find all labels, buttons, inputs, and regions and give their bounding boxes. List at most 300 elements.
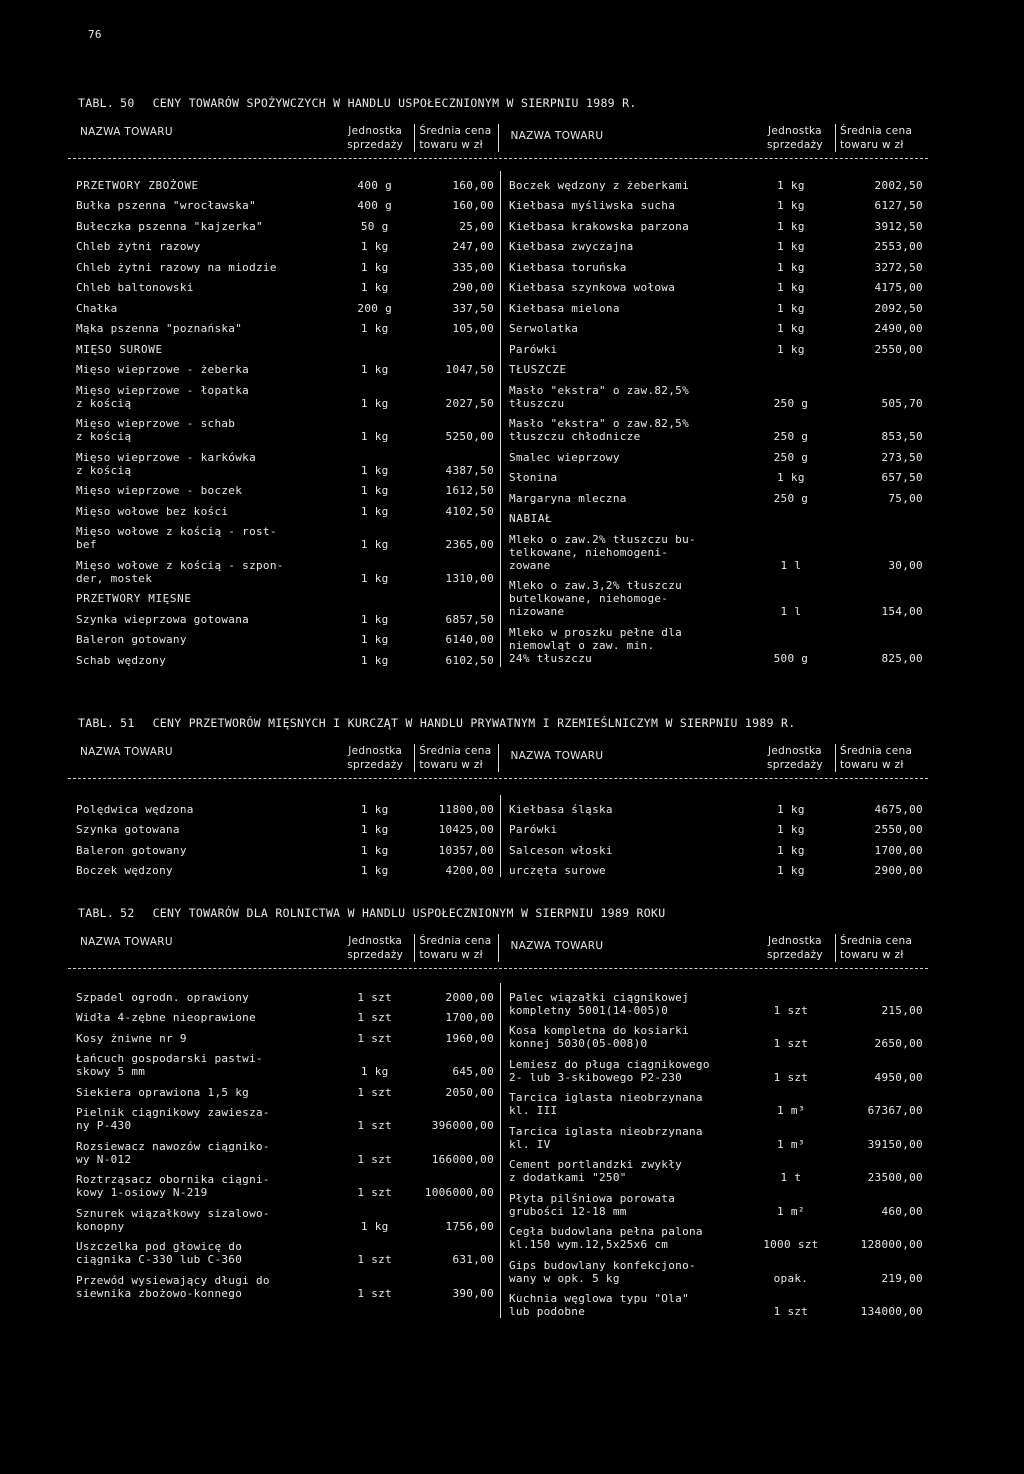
table-row [501, 376, 929, 410]
table-row [501, 192, 929, 213]
item-unit: 250 g [773, 450, 809, 464]
table-row [68, 315, 500, 336]
item-unit: 1 kg [360, 538, 389, 551]
item-name: Kosy żniwne nr 9 [76, 1031, 187, 1045]
item-unit: opak. [773, 1271, 809, 1285]
table-row [68, 646, 500, 667]
table-title: CENY TOWARÓW DLA ROLNICTWA W HANDLU USPOŁECZNIONYM W SIERPNIU 1989 ROKU [152, 906, 666, 920]
table-row [68, 212, 500, 233]
table-header [68, 124, 928, 159]
table-caption [78, 716, 795, 730]
item-name: Margaryna mleczna [509, 491, 627, 505]
item-price: 23500,00 [867, 1171, 923, 1184]
item-unit: 1 szt [357, 1186, 393, 1199]
item-price: 4675,00 [874, 802, 923, 816]
item-price: 6857,50 [445, 612, 494, 626]
item-price: 10425,00 [438, 823, 494, 836]
item-unit: 1 kg [360, 653, 389, 667]
item-name: Chleb żytni razowy [76, 240, 201, 253]
item-unit: 1 szt [773, 1037, 809, 1050]
table-row [68, 443, 500, 477]
item-price: 2002,50 [874, 178, 923, 192]
item-name: Serwolatka [509, 322, 579, 335]
item-name: Mięso wołowe z kością - rost- bef [76, 525, 277, 551]
item-unit: 1 kg [777, 864, 805, 877]
item-name: Mięso wieprzowe - łopatka z kością [76, 383, 250, 410]
item-price: 2490,00 [874, 322, 923, 335]
item-price: 25,00 [459, 219, 494, 233]
table-title: CENY TOWARÓW SPOŻYWCZYCH W HANDLU USPOŁECZNIONYM W SIERPNIU 1989 R. [152, 96, 637, 110]
item-name: Parówki [509, 823, 558, 836]
item-price: 6127,50 [874, 199, 923, 212]
item-price: 4387,50 [445, 463, 494, 477]
item-price: 2550,00 [874, 823, 923, 836]
item-unit: 1 kg [360, 504, 389, 518]
item-name: PRZETWORY ZBOŻOWE [76, 178, 199, 192]
table-row [68, 983, 500, 1004]
item-unit: 1 kg [360, 612, 389, 626]
item-unit: 1 kg [360, 363, 389, 376]
header-price: Średnia cena towaru w zł [414, 934, 497, 962]
table-row [68, 795, 500, 816]
item-unit: 1 kg [360, 823, 389, 836]
table-body [68, 779, 928, 877]
item-name: Rozsiewacz nawozów ciągniko- wy N-012 [76, 1139, 270, 1166]
table-row [501, 212, 929, 233]
item-price: 2092,50 [874, 301, 923, 315]
table-row [501, 1251, 929, 1285]
item-name: PRZETWORY MIĘSNE [76, 592, 192, 605]
item-unit: 1 l [780, 605, 802, 618]
item-name: Widła 4-zębne nieoprawione [76, 1011, 256, 1024]
header-price: Średnia cena towaru w zł [835, 124, 928, 152]
table-row [68, 1078, 500, 1099]
table-row [501, 335, 929, 356]
item-name: Polędwica wędzona [76, 802, 194, 816]
item-price: 505,70 [881, 396, 923, 410]
item-price: 645,00 [452, 1065, 494, 1078]
item-unit: 1 szt [357, 1152, 393, 1166]
item-price: 390,00 [452, 1286, 494, 1300]
item-unit: 1000 szt [763, 1238, 819, 1251]
table-row [501, 1285, 929, 1319]
table-row [501, 572, 929, 619]
table-column [501, 983, 929, 1318]
item-price: 396000,00 [431, 1119, 494, 1132]
item-price: 134000,00 [860, 1305, 923, 1318]
item-unit: 500 g [773, 651, 809, 665]
header-unit: Jednostka sprzedaży [347, 745, 404, 771]
header-price: Średnia cena towaru w zł [414, 124, 497, 152]
table-row [501, 836, 929, 857]
item-price: 67367,00 [867, 1104, 923, 1117]
header-name: NAZWA TOWARU [498, 934, 755, 962]
item-name: Kiełbasa szynkowa wołowa [509, 281, 676, 294]
item-unit: 1 kg [360, 1065, 389, 1078]
table-number: 52 [120, 906, 135, 920]
item-price: 2365,00 [445, 538, 494, 551]
item-unit: 1 kg [360, 571, 389, 585]
item-price: 1700,00 [874, 843, 923, 857]
item-unit: 1 kg [360, 322, 389, 335]
item-name: urczęta surowe [509, 864, 606, 877]
item-name: Masło "ekstra" o zaw.82,5% tłuszczu chłodnicze [509, 417, 689, 443]
item-price: 11800,00 [438, 802, 494, 816]
item-name: Kuchnia węglowa typu "Ola" lub podobne [509, 1292, 689, 1318]
table-row [68, 836, 500, 857]
item-unit: 1 kg [360, 633, 389, 646]
table-number: 51 [120, 716, 135, 730]
table-column [68, 983, 501, 1318]
item-unit: 1 szt [357, 1031, 393, 1045]
item-unit: 1 kg [360, 430, 389, 443]
item-price: 166000,00 [431, 1152, 494, 1166]
item-unit: 1 m² [777, 1204, 805, 1218]
item-unit: 1 kg [777, 342, 805, 356]
item-unit: 1 kg [360, 802, 389, 816]
item-name: Mięso wieprzowe - schab z kością [76, 417, 236, 443]
item-price: 2553,00 [874, 240, 923, 253]
item-price: 2050,00 [445, 1085, 494, 1099]
item-name: Baleron gotowany [76, 843, 187, 857]
item-name: Siekiera oprawiona 1,5 kg [76, 1085, 250, 1099]
item-price: 247,00 [452, 240, 494, 253]
item-name: Bułeczka pszenna "kajzerka" [76, 219, 263, 233]
table-row [68, 626, 500, 647]
table-row [501, 505, 929, 526]
table-row [68, 816, 500, 837]
item-price: 460,00 [881, 1204, 923, 1218]
item-unit: 1 kg [777, 178, 805, 192]
table-caption [78, 96, 637, 110]
table-row [68, 1004, 500, 1025]
table-food-prices [68, 124, 928, 667]
table-row [501, 857, 929, 878]
table-row [501, 443, 929, 464]
item-name: Chleb baltonowski [76, 281, 194, 294]
header-name: NAZWA TOWARU [80, 936, 173, 948]
table-row [501, 816, 929, 837]
item-unit: 1 kg [777, 471, 805, 484]
item-unit: 1 kg [777, 322, 805, 335]
item-name: NABIAŁ [509, 512, 553, 525]
item-unit: 1 l [780, 558, 802, 572]
table-row [68, 356, 500, 377]
item-name: Kiełbasa toruńska [509, 260, 627, 274]
item-price: 1310,00 [445, 571, 494, 585]
table-row [68, 1199, 500, 1233]
header-name: NAZWA TOWARU [498, 744, 755, 772]
item-unit: 1 szt [773, 1305, 809, 1318]
item-price: 5250,00 [445, 430, 494, 443]
item-price: 2027,50 [445, 396, 494, 410]
item-name: Łańcuch gospodarski pastwi- skowy 5 mm [76, 1052, 263, 1078]
table-row [68, 497, 500, 518]
item-name: Płyta pilśniowa porowata grubości 12-18 mm [509, 1191, 676, 1218]
item-name: Pielnik ciągnikowy zawiesza- ny P-430 [76, 1106, 270, 1132]
header-price: Średnia cena towaru w zł [835, 934, 928, 962]
header-price: Średnia cena towaru w zł [835, 744, 928, 772]
table-number: 50 [120, 96, 135, 110]
item-price: 1700,00 [445, 1011, 494, 1024]
table-row [68, 192, 500, 213]
table-row [68, 376, 500, 410]
item-price: 105,00 [452, 322, 494, 335]
table-row [68, 857, 500, 878]
table-row [68, 585, 500, 606]
item-price: 3272,50 [874, 260, 923, 274]
item-name: Kiełbasa krakowska parzona [509, 219, 689, 233]
item-name: Roztrząsacz obornika ciągni- kowy 1-osiowy N-219 [76, 1173, 270, 1199]
item-unit: 200 g [357, 301, 393, 315]
item-name: Tarcica iglasta nieobrzynana kl. III [509, 1091, 703, 1117]
item-unit: 1 m³ [777, 1137, 805, 1151]
item-name: Tarcica iglasta nieobrzynana kl. IV [509, 1124, 703, 1151]
table-agriculture-prices [68, 934, 928, 1318]
item-name: Mleko o zaw.2% tłuszczu bu- telkowane, niehomogeni- zowane [509, 532, 696, 572]
item-name: Mleko w proszku pełne dla niemowląt o zaw. min. 24% tłuszczu [509, 625, 683, 665]
item-name: Kiełbasa śląska [509, 802, 613, 816]
item-name: Boczek wędzony z żeberkami [509, 178, 689, 192]
table-row [501, 1218, 929, 1252]
header-unit: Jednostka sprzedaży [347, 125, 404, 151]
item-price: 290,00 [452, 281, 494, 294]
table-row [68, 1024, 500, 1045]
table-header [68, 744, 928, 779]
item-unit: 1 kg [360, 260, 389, 274]
table-title: CENY PRZETWORÓW MIĘSNYCH I KURCZĄT W HANDLU PRYWATNYM I RZEMIEŚLNICZYM W SIERPNIU 1989 R. [152, 716, 796, 730]
item-unit: 1 kg [777, 843, 805, 857]
item-name: Mąka pszenna "poznańska" [76, 322, 243, 335]
table-row [501, 253, 929, 274]
item-name: Przewód wysiewający długi do siewnika zbożowo-konnego [76, 1273, 270, 1300]
item-unit: 400 g [357, 199, 393, 212]
item-name: Słonina [509, 471, 558, 484]
item-unit: 1 kg [360, 396, 389, 410]
item-name: Kiełbasa zwyczajna [509, 240, 634, 253]
item-price: 10357,00 [438, 843, 494, 857]
table-row [501, 464, 929, 485]
table-row [68, 233, 500, 254]
item-unit: 250 g [773, 396, 809, 410]
header-unit: Jednostka sprzedaży [766, 745, 823, 771]
item-price: 2900,00 [874, 864, 923, 877]
item-unit: 1 szt [773, 1003, 809, 1017]
item-unit: 1 kg [360, 864, 389, 877]
item-name: Kiełbasa myśliwska sucha [509, 199, 676, 212]
item-name: TŁUSZCZE [509, 363, 567, 376]
table-row [501, 233, 929, 254]
table-row [501, 983, 929, 1017]
table-label: TABL. [78, 716, 115, 730]
item-price: 853,50 [881, 430, 923, 443]
item-unit: 1 kg [777, 823, 805, 836]
table-column [68, 171, 501, 667]
item-price: 6140,00 [445, 633, 494, 646]
header-unit: Jednostka sprzedaży [347, 935, 404, 961]
item-unit: 1 szt [357, 1085, 393, 1099]
item-name: Kiełbasa mielona [509, 301, 620, 315]
item-name: Cement portlandzki zwykły z dodatkami "250" [509, 1158, 683, 1184]
item-name: Baleron gotowany [76, 633, 187, 646]
item-name: Cegła budowlana pełna palona kl.150 wym.12,5x25x6 cm [509, 1225, 703, 1251]
item-name: Mięso wieprzowe - boczek [76, 484, 243, 497]
item-name: Sznurek wiązałkowy sizalowo- konopny [76, 1206, 270, 1233]
item-name: Palec wiązałki ciągnikowej kompletny 5001(14-005)0 [509, 990, 689, 1017]
table-row [68, 1166, 500, 1200]
item-name: Boczek wędzony [76, 864, 173, 877]
item-unit: 1 kg [777, 260, 805, 274]
item-price: 160,00 [452, 178, 494, 192]
item-name: Gips budowlany konfekcjono- wany w opk. 5 kg [509, 1258, 696, 1285]
item-unit: 400 g [357, 178, 393, 192]
item-name: Lemiesz do pługa ciągnikowego 2- lub 3-skibowego P2-230 [509, 1057, 710, 1084]
item-price: 2000,00 [445, 990, 494, 1004]
item-price: 1756,00 [445, 1219, 494, 1233]
table-row [68, 1266, 500, 1300]
item-name: Mięso wieprzowe - żeberka [76, 363, 250, 376]
header-name: NAZWA TOWARU [80, 746, 173, 758]
item-unit: 1 szt [357, 1119, 393, 1132]
item-name: Smalec wieprzowy [509, 450, 620, 464]
item-unit: 1 kg [360, 240, 389, 253]
table-row [501, 274, 929, 295]
table-row [68, 335, 500, 356]
item-name: Kosa kompletna do kosiarki konnej 5030(05-008)0 [509, 1024, 689, 1050]
item-unit: 250 g [773, 491, 809, 505]
table-header [68, 934, 928, 969]
table-row [501, 1017, 929, 1051]
item-price: 4200,00 [445, 864, 494, 877]
table-row [501, 1151, 929, 1185]
table-row [68, 274, 500, 295]
item-price: 337,50 [452, 301, 494, 315]
table-row [501, 171, 929, 192]
table-column [68, 795, 501, 877]
item-name: MIĘSO SUROWE [76, 342, 163, 356]
table-row [68, 518, 500, 552]
table-row [501, 1184, 929, 1218]
item-unit: 1 kg [777, 219, 805, 233]
item-unit: 1 kg [360, 463, 389, 477]
item-name: Mięso wołowe bez kości [76, 504, 229, 518]
item-price: 4950,00 [874, 1070, 923, 1084]
item-unit: 1 t [780, 1171, 802, 1184]
header-unit: Jednostka sprzedaży [766, 125, 823, 151]
item-unit: 1 kg [777, 281, 805, 294]
item-price: 1612,50 [445, 484, 494, 497]
item-price: 154,00 [881, 605, 923, 618]
item-name: Szynka wieprzowa gotowana [76, 612, 250, 626]
item-unit: 1 szt [357, 990, 393, 1004]
item-unit: 1 szt [773, 1070, 809, 1084]
table-row [68, 551, 500, 585]
item-price: 273,50 [881, 450, 923, 464]
item-unit: 1 kg [777, 240, 805, 253]
table-row [501, 356, 929, 377]
item-price: 75,00 [888, 491, 923, 505]
page-number: 76 [88, 28, 102, 41]
item-price: 657,50 [881, 471, 923, 484]
table-row [68, 1045, 500, 1079]
table-row [68, 1099, 500, 1133]
table-row [68, 410, 500, 444]
item-unit: 1 kg [360, 281, 389, 294]
item-name: Masło "ekstra" o zaw.82,5% tłuszczu [509, 383, 689, 410]
item-unit: 1 kg [360, 484, 389, 497]
table-row [68, 605, 500, 626]
table-body [68, 159, 928, 667]
item-unit: 1 kg [360, 843, 389, 857]
table-label: TABL. [78, 906, 115, 920]
item-price: 1006000,00 [424, 1186, 494, 1199]
header-name: NAZWA TOWARU [80, 126, 173, 138]
item-price: 128000,00 [860, 1238, 923, 1251]
item-price: 1960,00 [445, 1031, 494, 1045]
item-name: Schab wędzony [76, 653, 166, 667]
item-unit: 1 kg [777, 301, 805, 315]
table-caption [78, 906, 665, 920]
item-price: 335,00 [452, 260, 494, 274]
item-name: Salceson włoski [509, 843, 613, 857]
item-unit: 1 kg [777, 802, 805, 816]
item-price: 631,00 [452, 1253, 494, 1266]
item-price: 2650,00 [874, 1037, 923, 1050]
item-unit: 1 szt [357, 1011, 393, 1024]
table-row [501, 1050, 929, 1084]
table-row [68, 1233, 500, 1267]
item-price: 6102,50 [445, 653, 494, 667]
item-price: 4102,50 [445, 504, 494, 518]
table-label: TABL. [78, 96, 115, 110]
table-meat-private-prices [68, 744, 928, 877]
item-unit: 50 g [360, 219, 389, 233]
item-unit: 1 m³ [777, 1104, 805, 1117]
table-row [68, 253, 500, 274]
item-name: Szpadel ogrodn. oprawiony [76, 990, 250, 1004]
item-price: 2550,00 [874, 342, 923, 356]
item-price: 825,00 [881, 651, 923, 665]
table-column [501, 171, 929, 667]
item-name: Mięso wieprzowe - karkówka z kością [76, 450, 256, 477]
item-price: 1047,50 [445, 363, 494, 376]
item-price: 3912,50 [874, 219, 923, 233]
item-price: 215,00 [881, 1003, 923, 1017]
item-price: 160,00 [452, 199, 494, 212]
table-row [501, 315, 929, 336]
header-unit: Jednostka sprzedaży [766, 935, 823, 961]
table-row [68, 1132, 500, 1166]
item-unit: 1 kg [360, 1219, 389, 1233]
item-name: Chleb żytni razowy na miodzie [76, 260, 277, 274]
table-row [68, 171, 500, 192]
table-row [501, 410, 929, 444]
item-price: 219,00 [881, 1271, 923, 1285]
table-row [501, 618, 929, 665]
table-row [501, 1084, 929, 1118]
item-name: Mięso wołowe z kością - szpon- der, mostek [76, 558, 284, 585]
header-price: Średnia cena towaru w zł [414, 744, 497, 772]
item-unit: 1 szt [357, 1286, 393, 1300]
table-row [501, 484, 929, 505]
table-row [68, 294, 500, 315]
table-row [501, 795, 929, 816]
table-column [501, 795, 929, 877]
item-name: Bułka pszenna "wrocławska" [76, 199, 256, 212]
item-name: Szynka gotowana [76, 823, 180, 836]
item-name: Mleko o zaw.3,2% tłuszczu butelkowane, niehomoge- nizowane [509, 579, 683, 618]
item-price: 39150,00 [867, 1137, 923, 1151]
